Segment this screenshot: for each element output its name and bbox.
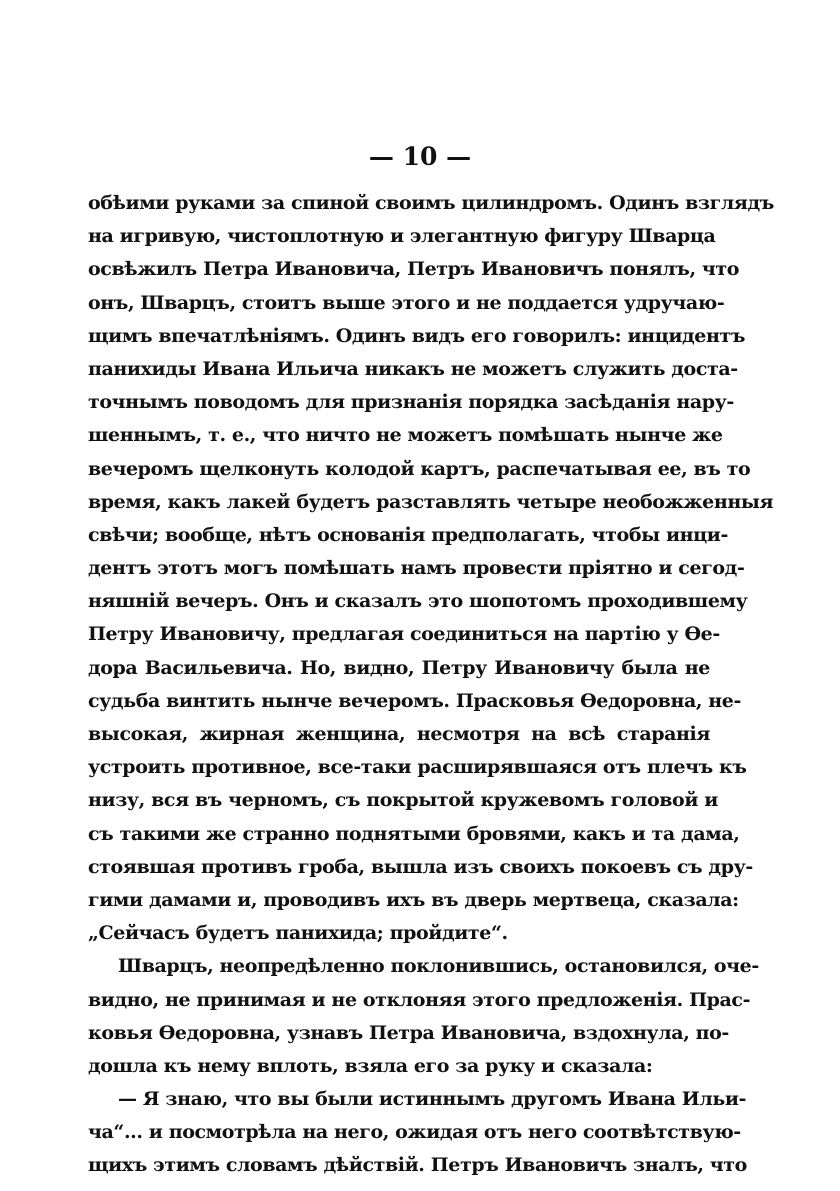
text-line: видно, не принимая и не отклоняя этого предложенія. Прас- <box>88 988 751 1011</box>
text-line: ковья Ѳедоровна, узнавъ Петра Ивановича, вздохнула, по- <box>88 1021 729 1044</box>
text-line: панихиды Ивана Ильича никакъ не можетъ служить доста- <box>88 357 738 380</box>
text-line: обѣими руками за спиной своимъ цилиндромъ. Одинъ взглядъ <box>88 192 774 214</box>
text-line: няшній вечеръ. Онъ и сказалъ это шопотомъ проходившему <box>88 590 748 613</box>
text-line: онъ, Шварцъ, стоитъ выше этого и не поддается удручаю- <box>88 291 725 314</box>
text-line: шеннымъ, т. е., что ничто не можетъ помѣшать нынче же <box>88 424 723 447</box>
text-line: на игривую, чистоплотную и элегантную фигуру Шварца <box>88 225 716 248</box>
page-number: — 10 — <box>368 142 472 171</box>
text-line: точнымъ поводомъ для признанія порядка засѣданія нару- <box>88 391 734 414</box>
text-line: дора Васильевича. Но, видно, Петру Ивановичу была не <box>88 656 710 679</box>
text-line: высокая, жирная женщина, несмотря на всѣ старанія <box>88 723 710 745</box>
text-line: устроить противное, все-таки расширявшаяся отъ плечъ къ <box>88 756 747 779</box>
text-line: дошла къ нему вплоть, взяла его за руку и сказала: <box>88 1054 653 1077</box>
text-line: съ такими же странно поднятыми бровями, какъ и та дама, <box>88 822 740 845</box>
text-line: Шварцъ, неопредѣленно поклонившись, остановился, оче- <box>118 955 759 978</box>
text-line: — Я знаю, что вы были истиннымъ другомъ Ивана Ильи- <box>118 1088 747 1111</box>
text-line: „Сейчасъ будетъ панихида; пройдите“. <box>88 922 508 945</box>
text-line: щихъ этимъ словамъ дѣйствій. Петръ Ивановичъ зналъ, что <box>88 1154 747 1177</box>
body-text <box>88 187 774 1183</box>
text-line: ча“... и посмотрѣла на него, ожидая отъ него соотвѣтствую- <box>88 1121 741 1144</box>
text-line: освѣжилъ Петра Ивановича, Петръ Ивановичъ понялъ, что <box>88 258 740 281</box>
text-line: судьба винтить нынче вечеромъ. Прасковья Ѳедоровна, не- <box>88 689 741 712</box>
text-line: гими дамами и, проводивъ ихъ въ дверь мертвеца, сказала: <box>88 888 739 911</box>
text-line: стоявшая противъ гроба, вышла изъ своихъ покоевъ съ дру- <box>88 855 753 878</box>
text-line: низу, вся въ черномъ, съ покрытой кружевомъ головой и <box>88 789 718 812</box>
text-line: свѣчи; вообще, нѣтъ основанія предполагать, чтобы инци- <box>88 523 728 546</box>
text-line: время, какъ лакей будетъ разставлять четыре необожженныя <box>88 490 774 513</box>
text-line: Петру Ивановичу, предлагая соединиться на партію у Ѳе- <box>88 623 720 646</box>
text-line: щимъ впечатлѣніямъ. Одинъ видъ его говорилъ: инцидентъ <box>88 324 746 347</box>
text-line: дентъ этотъ могъ помѣшать намъ провести пріятно и сегод- <box>88 557 745 580</box>
text-line: вечеромъ щелконуть колодой картъ, распечатывая ее, въ то <box>88 457 751 480</box>
